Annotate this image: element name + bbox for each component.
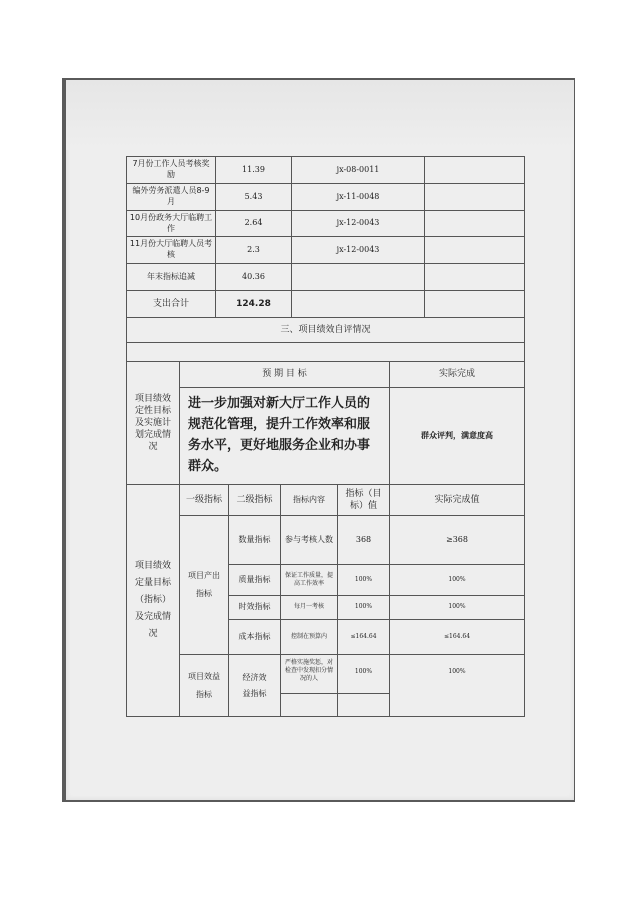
expense-item: 年末指标追减 (126, 263, 216, 291)
indicator-actual: 100% (389, 564, 525, 596)
level2-indicator: 时效指标 (228, 595, 281, 620)
expense-note (424, 210, 525, 237)
expense-amount: 11.39 (215, 156, 292, 184)
indicator-content: 每月一考核 (280, 595, 338, 620)
qualitative-label: 项目绩效定性目标及实施计划完成情况 (126, 361, 180, 485)
indicator-value: 368 (337, 515, 390, 565)
indicator-content: 严格实施奖惩，对检查中发现扣分情况的人 (280, 654, 338, 694)
expense-note (424, 183, 525, 211)
group-output: 项目产出指标 (179, 515, 229, 655)
level2-indicator: 质量指标 (228, 564, 281, 596)
header-level1: 一级指标 (179, 484, 229, 516)
expense-item: 编外劳务派遣人员8-9月 (126, 183, 216, 211)
indicator-value: 100% (337, 654, 390, 694)
indicator-actual: 100% (389, 654, 525, 717)
header-content: 指标内容 (280, 484, 338, 516)
quantitative-label: 项目绩效定量目标（指标）及完成情况 (126, 484, 180, 717)
indicator-actual: 100% (389, 595, 525, 620)
indicator-content: 保证工作质量，提高工作效率 (280, 564, 338, 596)
section-title: 三、项目绩效自评情况 (126, 317, 525, 343)
total-label: 支出合计 (126, 290, 216, 318)
expense-item: 10月份政务大厅临聘工作 (126, 210, 216, 237)
header-actual: 实际完成值 (389, 484, 525, 516)
indicator-actual: ≥368 (389, 515, 525, 565)
total-doc (291, 290, 425, 318)
header-level2: 二级指标 (228, 484, 281, 516)
indicator-value: ≤164.64 (337, 619, 390, 655)
expense-note (424, 236, 525, 264)
indicator-content-continued (280, 693, 338, 717)
expense-amount: 2.64 (215, 210, 292, 237)
spacer-row (126, 342, 525, 362)
indicator-value-continued (337, 693, 390, 717)
actual-header: 实际完成 (389, 361, 525, 388)
total-amount: 124.28 (215, 290, 292, 318)
total-note (424, 290, 525, 318)
expense-doc (291, 263, 425, 291)
expense-doc: jx-12-0043 (291, 210, 425, 237)
indicator-value: 100% (337, 595, 390, 620)
target-text: 进一步加强对新大厅工作人员的规范化管理，提升工作效率和服务水平，更好地服务企业和办事群众。 (179, 387, 390, 485)
indicator-content: 参与考核人数 (280, 515, 338, 565)
target-header: 预 期 目 标 (179, 361, 390, 388)
expense-amount: 5.43 (215, 183, 292, 211)
expense-amount: 40.36 (215, 263, 292, 291)
indicator-actual: ≤164.64 (389, 619, 525, 655)
expense-item: 7月份工作人员考核奖励 (126, 156, 216, 184)
expense-note (424, 263, 525, 291)
indicator-value: 100% (337, 564, 390, 596)
actual-text: 群众评判，满意度高 (389, 387, 525, 485)
expense-item: 11月份大厅临聘人员考核 (126, 236, 216, 264)
level2-indicator: 成本指标 (228, 619, 281, 655)
expense-doc: jx-08-0011 (291, 156, 425, 184)
level2-indicator: 数量指标 (228, 515, 281, 565)
indicator-content: 控制在预算内 (280, 619, 338, 655)
group-benefit: 项目效益指标 (179, 654, 229, 717)
expense-note (424, 156, 525, 184)
expense-doc: jx-12-0043 (291, 236, 425, 264)
expense-doc: jx-11-0048 (291, 183, 425, 211)
level2-indicator: 经济效益指标 (228, 654, 281, 717)
header-value: 指标（目标）值 (337, 484, 390, 516)
expense-amount: 2.3 (215, 236, 292, 264)
